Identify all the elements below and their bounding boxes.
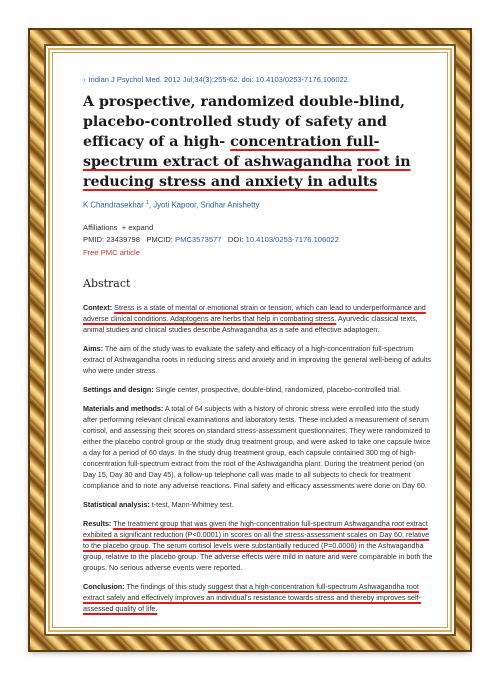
- affiliations-row: [83, 222, 433, 234]
- context-label: Context:: [83, 302, 113, 312]
- pmcid-label: PMCID:: [146, 234, 173, 244]
- title-underlined-1: concentration full-spectrum extract of ashwagandha: [83, 134, 380, 170]
- author-link-1[interactable]: K Chandrasekhar: [83, 200, 144, 210]
- settings-label: Settings and design:: [83, 384, 154, 394]
- methods-text: A total of 64 subjects with a history of chronic stress were enrolled into the study after performing relevant clinical examinations and laboratory tests. These included a measurement of serum cortisol, and assessing their scores on standard stress-assessment questionnaires. They were randomized to either the placebo control group or the study drug treatment group, and were asked to take one capsule twice a day for a period of 60 days. In the study drug treatment group, each capsule contained 300 mg of high-concentration full-spectrum extract from the root of the Ashwagandha plant. During the treatment period (on Day 15, Day 30 and Day 45), a follow-up telephone call was made to all subjects to check for treatment compliance and to note any adverse reactions. Final safety and efficacy assessments were done on Day 60.: [83, 403, 431, 490]
- pmid: PMID: 23439798: [83, 234, 140, 244]
- stats-label: Statistical analysis:: [83, 499, 150, 509]
- expand-affiliations-button[interactable]: + expand: [121, 222, 154, 232]
- results-rest: in the Ashwagandha group, relative to the placebo group. The adverse effects were mild in nature and were comparable in both the groups. No serious adverse events were reported.: [83, 540, 433, 572]
- article-page: [83, 75, 433, 622]
- stats-text: t-test, Mann-Whitney test.: [149, 499, 234, 509]
- context-rest: Ayurvedic classical texts, animal studies and clinical studies describe Ashwagandha as a safe and effective adaptogen.: [83, 313, 418, 334]
- abstract-heading: Abstract: [83, 276, 131, 290]
- citation-text[interactable]: Indian J Psychol Med. 2012 Jul;34(3):255-62. doi: 10.4103/0253-7176.106022.: [88, 75, 350, 84]
- conclusion-label: Conclusion:: [83, 581, 125, 591]
- title-underlined-2: root in reducing stress and anxiety in adults: [83, 154, 411, 190]
- abstract-settings: [83, 384, 433, 395]
- title-part-1: A prospective, randomized double-blind, placebo-controlled study of safety and efficacy of a high-: [83, 94, 405, 150]
- abstract-statistics: [83, 499, 433, 510]
- settings-text: Single center, prospective, double-blind, randomized, placebo-controlled trial.: [153, 384, 401, 394]
- abstract-results: [83, 518, 433, 573]
- document-mat: [52, 52, 448, 628]
- abstract-methods: [83, 403, 433, 491]
- abstract-context: [83, 302, 433, 335]
- results-label: Results:: [83, 518, 112, 528]
- abstract-aims: [83, 343, 433, 376]
- aims-text: The aim of the study was to evaluate the safety and efficacy of a high-concentration full-spectrum extract of Ashwagandha roots in reducing stress and anxiety and in improving the general well-being of adults who were under stress.: [83, 343, 431, 375]
- conclusion-underlined: suggest that a high-concentration full-spectrum Ashwagandha root extract safely and effectively improves an individual's resistance towards stress and thereby improves self-assessed quality of life.: [83, 581, 422, 613]
- conclusion-pre: The findings of this study: [124, 581, 208, 591]
- author-link-rest[interactable]: , Jyoti Kapoor, Sridhar Anishetty: [148, 200, 260, 210]
- pmcid-link[interactable]: PMC3573577: [175, 234, 222, 244]
- abstract-conclusion: [83, 581, 433, 614]
- methods-label: Materials and methods:: [83, 403, 164, 413]
- results-underlined: The treatment group that was given the high-concentration full-spectrum Ashwagandha root extract exhibited a significant reduction (P<0.0001) in scores on all the stress-assessment scales on Day 60, relative to the placebo group. The serum cortisol levels were substantially reduced (P=0.0006): [83, 518, 430, 550]
- article-title: [83, 92, 433, 192]
- aims-label: Aims:: [83, 343, 103, 353]
- doi-label: DOI:: [227, 234, 244, 244]
- identifier-row: [83, 234, 433, 246]
- context-underlined: Stress is a state of mental or emotional strain or tension, which can lead to underperformance and adverse clinical conditions. Adaptogens are herbs that help in combating stress.: [83, 302, 426, 323]
- doi-link[interactable]: 10.4103/0253-7176.106022: [245, 234, 339, 244]
- free-pmc-article-badge[interactable]: Free PMC article: [83, 247, 140, 257]
- affiliation-marker[interactable]: 1: [145, 200, 149, 206]
- affiliations-label: Affiliations: [83, 222, 118, 232]
- gold-picture-frame: [30, 30, 470, 650]
- author-list: [83, 200, 433, 210]
- journal-citation[interactable]: [83, 75, 433, 84]
- chevron-right-icon: ›: [83, 75, 86, 84]
